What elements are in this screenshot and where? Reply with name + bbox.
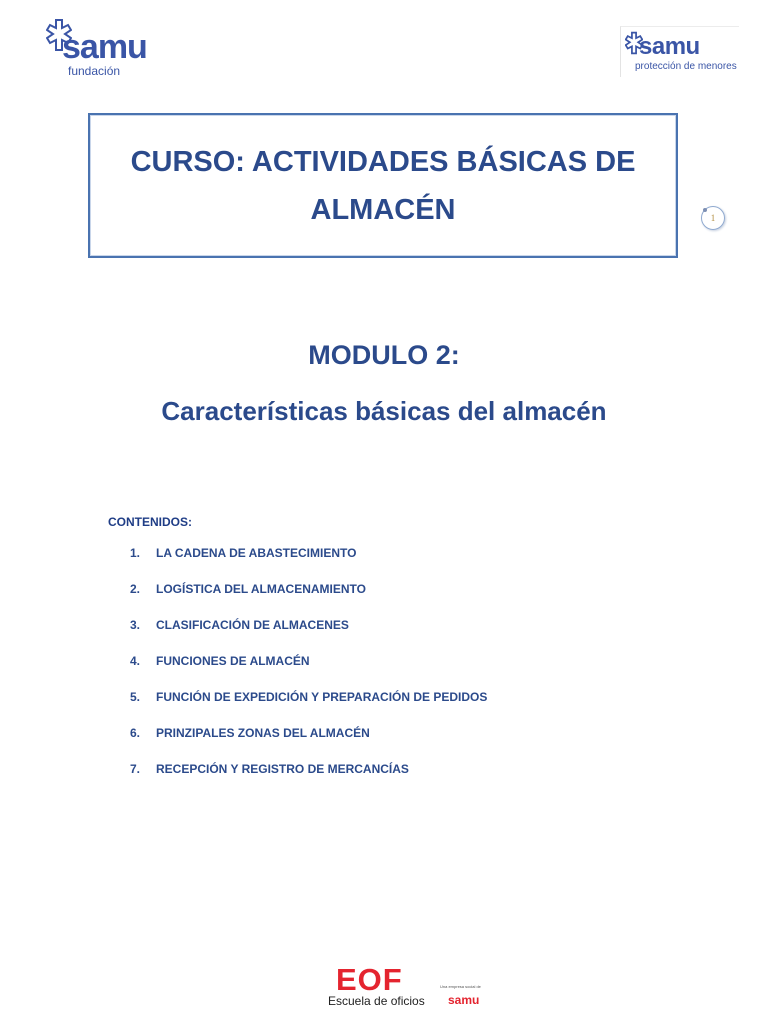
eof-text: Escuela de oficios — [328, 994, 425, 1008]
logo-subtitle: protección de menores — [635, 61, 737, 72]
samu-footer-brand: samu — [448, 993, 480, 1007]
module-heading: MODULO 2: — [308, 340, 460, 370]
samu-proteccion-logo — [620, 26, 739, 77]
list-item-text: PRINZIPALES ZONAS DEL ALMACÉN — [156, 726, 370, 740]
eof-logo — [328, 962, 426, 1012]
module-subtitle: Características básicas del almacén — [161, 396, 607, 426]
list-item-number: 2. — [130, 582, 141, 596]
list-item — [130, 654, 487, 690]
list-item — [130, 582, 487, 618]
list-item-number: 4. — [130, 654, 141, 668]
page-number-badge: 1 — [701, 206, 725, 230]
list-item-number: 1. — [130, 546, 141, 560]
contents-label: CONTENIDOS: — [108, 515, 192, 529]
logo-brand: samu — [62, 28, 147, 66]
list-item-number: 6. — [130, 726, 141, 740]
contents-list — [130, 546, 487, 798]
course-title: CURSO: ACTIVIDADES BÁSICAS DE ALMACÉN — [130, 145, 636, 226]
logo-subtitle: fundación — [68, 64, 121, 78]
list-item-text: LOGÍSTICA DEL ALMACENAMIENTO — [156, 582, 366, 596]
list-item — [130, 546, 487, 582]
samu-footer-logo — [440, 984, 500, 1014]
list-item — [130, 618, 487, 654]
list-item — [130, 762, 487, 798]
list-item — [130, 726, 487, 762]
samu-fundacion-logo — [44, 18, 184, 80]
list-item-text: FUNCIÓN DE EXPEDICIÓN Y PREPARACIÓN DE PEDIDOS — [156, 690, 488, 704]
eof-mark: EOF — [336, 962, 403, 997]
list-item-number: 7. — [130, 762, 141, 776]
list-item-text: FUNCIONES DE ALMACÉN — [156, 654, 310, 668]
list-item-text: LA CADENA DE ABASTECIMIENTO — [156, 546, 357, 560]
list-item — [130, 690, 487, 726]
list-item-number: 3. — [130, 618, 141, 632]
list-item-text: CLASIFICACIÓN DE ALMACENES — [156, 618, 349, 632]
course-title-box — [88, 113, 678, 258]
logo-brand: samu — [639, 33, 700, 60]
list-item-text: RECEPCIÓN Y REGISTRO DE MERCANCÍAS — [156, 762, 409, 776]
samu-tagline: Una empresa social de — [440, 984, 481, 989]
list-item-number: 5. — [130, 690, 141, 704]
